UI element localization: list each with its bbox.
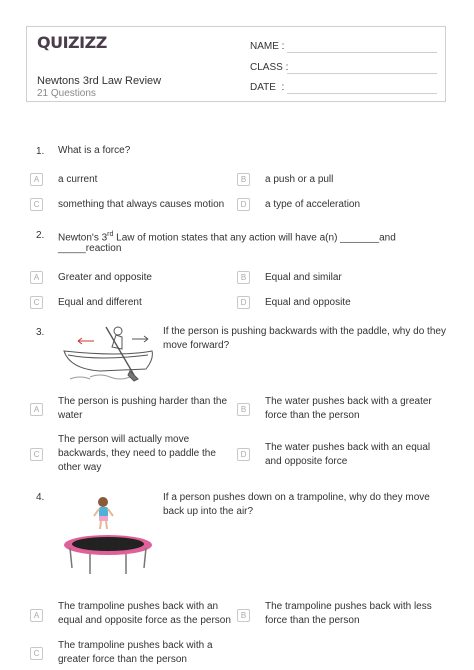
option-text: a push or a pull [265, 174, 334, 185]
option-text: a type of acceleration [265, 199, 361, 210]
option-text-line2: backwards, they need to paddle the [58, 448, 216, 459]
option-text: The trampoline pushes back with less [265, 601, 432, 612]
option-text: Equal and different [58, 297, 142, 308]
question-number: 4. [36, 492, 45, 503]
option-text: The water pushes back with a greater [265, 396, 432, 407]
option-box-b[interactable]: B [237, 271, 250, 284]
option-text: The water pushes back with an equal [265, 442, 431, 453]
option-text-line2: force than the person [265, 410, 360, 421]
option-box-a[interactable]: A [30, 271, 43, 284]
question-text: If the person is pushing backwards with the paddle, why do they [163, 326, 446, 337]
option-text-line2: water [58, 410, 83, 421]
option-text: Greater and opposite [58, 272, 152, 283]
option-box-a[interactable]: A [30, 609, 43, 622]
option-text: a current [58, 174, 98, 185]
question-number: 1. [36, 146, 45, 157]
option-box-c[interactable]: C [30, 296, 43, 309]
question-number: 2. [36, 230, 45, 241]
question-number: 3. [36, 327, 45, 338]
option-box-c[interactable]: C [30, 448, 43, 461]
option-text: The trampoline pushes back with an [58, 601, 219, 612]
worksheet-title: Newtons 3rd Law Review [37, 75, 162, 87]
option-text: The person is pushing harder than the [58, 396, 227, 407]
option-text-line2: force than the person [265, 615, 360, 626]
question-text-line2: back up into the air? [163, 506, 254, 517]
option-box-b[interactable]: B [237, 403, 250, 416]
name-field-line[interactable] [287, 52, 437, 53]
option-text: The person will actually move [58, 434, 190, 445]
question-text-line2: _____reaction [58, 243, 122, 254]
option-text: The trampoline pushes back with a [58, 640, 213, 651]
question-count: 21 Questions [37, 88, 96, 99]
class-field-line[interactable] [287, 73, 437, 74]
option-text-line3: other way [58, 462, 102, 473]
option-box-b[interactable]: B [237, 173, 250, 186]
option-text-line2: greater force than the person [58, 654, 187, 665]
trampoline-girl-image [60, 492, 156, 578]
option-box-d[interactable]: D [237, 198, 250, 211]
quizizz-logo: QUIZIZZ [37, 33, 107, 52]
question-text: What is a force? [58, 145, 131, 156]
option-box-a[interactable]: A [30, 173, 43, 186]
date-label: DATE : [250, 82, 285, 93]
canoe-paddler-image [60, 325, 156, 383]
name-label: NAME : [250, 41, 285, 52]
option-box-b[interactable]: B [237, 609, 250, 622]
option-box-c[interactable]: C [30, 647, 43, 660]
question-text-line2: move forward? [163, 340, 230, 351]
option-text: Equal and similar [265, 272, 342, 283]
option-text-line2: and opposite force [265, 456, 348, 467]
option-text-line2: equal and opposite force as the person [58, 615, 231, 626]
option-box-d[interactable]: D [237, 296, 250, 309]
option-box-d[interactable]: D [237, 448, 250, 461]
class-label: CLASS : [250, 62, 289, 73]
date-field-line[interactable] [287, 93, 437, 94]
option-box-a[interactable]: A [30, 403, 43, 416]
option-text: Equal and opposite [265, 297, 351, 308]
option-text: something that always causes motion [58, 199, 225, 210]
question-text: If a person pushes down on a trampoline, why do they move [163, 492, 430, 503]
option-box-c[interactable]: C [30, 198, 43, 211]
question-text: Newton's 3rd Law of motion states that any action will have a(n) _______and [58, 231, 396, 244]
